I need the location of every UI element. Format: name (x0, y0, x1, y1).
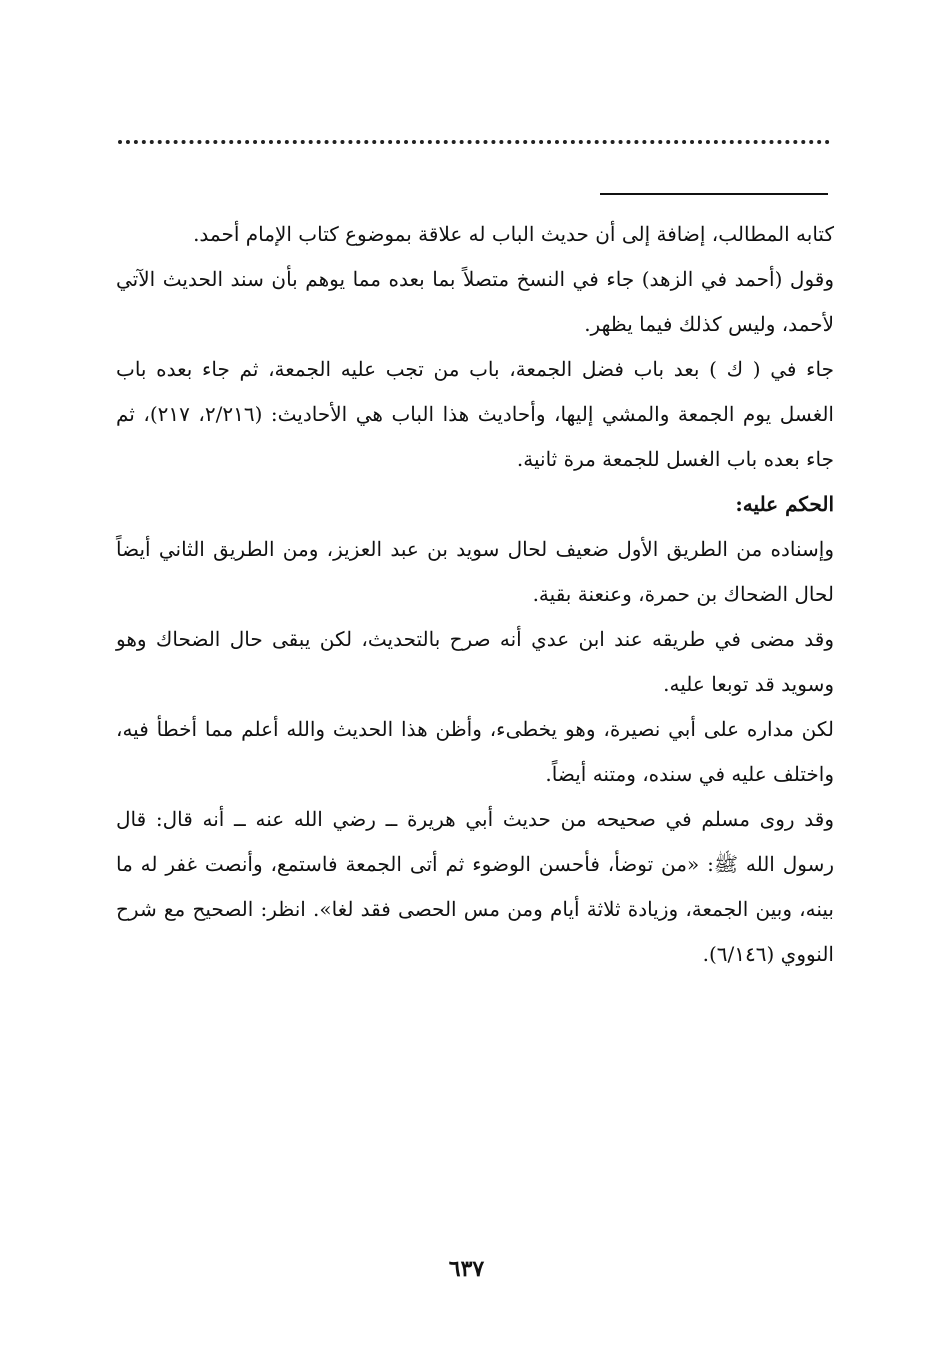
paragraph: لكن مداره على أبي نصيرة، وهو يخطىء، وأظن هذا الحديث والله أعلم مما أخطأ فيه، واختلف عليه في سنده، ومتنه أيضاً. (116, 717, 834, 786)
footnote-text (116, 212, 834, 977)
paragraph: جاء في ( ك ) بعد باب فضل الجمعة، باب من تجب عليه الجمعة، ثم جاء بعده باب الغسل يوم الجمعة والمشي إليها، وأحاديث هذا الباب هي الأحاديث: (٢/٢١٦، ٢١٧)، ثم جاء بعده باب الغسل للجمعة مرة ثانية. (116, 357, 834, 471)
page-number: ٦٣٧ (448, 1256, 485, 1282)
paragraph: كتابه المطالب، إضافة إلى أن حديث الباب له علاقة بموضوع كتاب الإمام أحمد. (193, 222, 834, 246)
section-heading: الحكم عليه: (735, 492, 834, 516)
paragraph: وقد روى مسلم في صحيحه من حديث أبي هريرة ــ رضي الله عنه ــ أنه قال: قال رسول الله ﷺ: «من توضأ، فأحسن الوضوء ثم أتى الجمعة فاستمع، وأنصت غفر له ما بينه، وبين الجمعة، وزيادة ثلاثة أيام ومن مس الحصى فقد لغا». انظر: الصحيح مع شرح النووي (٦/١٤٦). (116, 807, 834, 966)
paragraph: وقول (أحمد في الزهد) جاء في النسخ متصلاً بما بعده مما يوهم بأن سند الحديث الآتي لأحمد، وليس كذلك فيما يظهر. (116, 267, 834, 336)
paragraph: وقد مضى في طريقه عند ابن عدي أنه صرح بالتحديث، لكن يبقى حال الضحاك وهو وسويد قد توبعا عليه. (116, 627, 834, 696)
footnote-rule (600, 193, 828, 195)
paragraph: وإسناده من الطريق الأول ضعيف لحال سويد بن عبد العزيز، ومن الطريق الثاني أيضاً لحال الضحاك بن حمرة، وعنعنة بقية. (116, 537, 834, 606)
dotted-separator (118, 140, 830, 144)
